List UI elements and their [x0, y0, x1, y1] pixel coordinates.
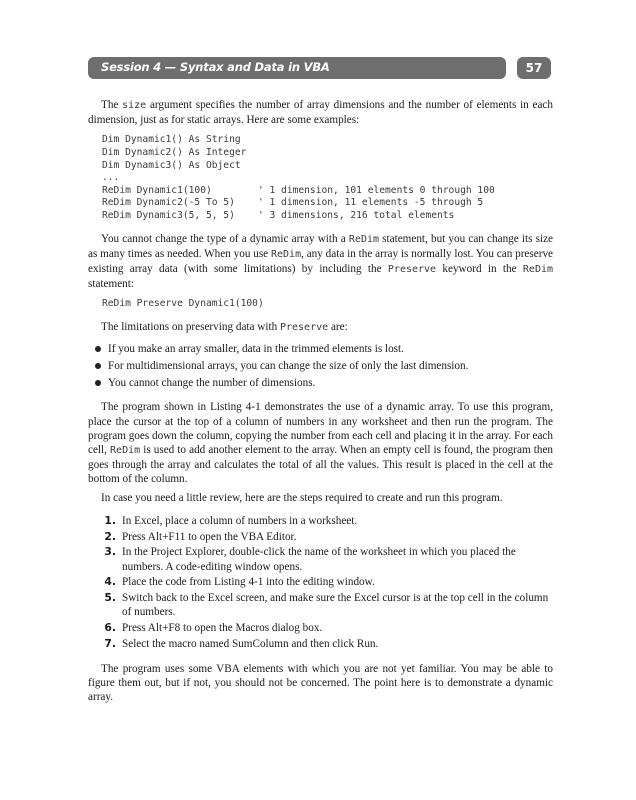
paragraph-redim: You cannot change the type of a dynamic array with a ReDim statement, but you can change its size as many times as needed. When you use ReDim, any data in the array is normally lost. You can preserve existing array data (with some limitations) by including the Preserve keyword in the ReDim statement:	[88, 232, 554, 291]
list-item: If you make an array smaller, data in the trimmed elements is lost.	[88, 342, 553, 357]
paragraph-limitations: The limitations on preserving data with Preserve are:	[101, 320, 348, 333]
list-item: 3. In the Project Explorer, double-click the name of the worksheet in which you placed the numbers. A code-editing window opens.	[104, 545, 516, 573]
list-item: 5. Switch back to the Excel screen, and make sure the Excel cursor is at the top cell in the column of numbers.	[104, 591, 549, 619]
list-item: 7. Select the macro named SumColumn and then click Run.	[104, 637, 379, 651]
header-title: Session 4 — Syntax and Data in VBA	[101, 60, 330, 74]
limitations-list	[88, 342, 553, 391]
paragraph-review: In case you need a little review, here are the steps required to create and run this program.	[101, 491, 503, 504]
page-number: 57	[517, 57, 551, 79]
paragraph-closing: The program uses some VBA elements with which you are not yet familiar. You may be able to figure them out, but if not, you should not be concerned. The point here is to demonstrate a dynamic array.	[88, 662, 553, 704]
list-item: 1. In Excel, place a column of numbers in a worksheet.	[104, 513, 358, 527]
paragraph-size-argument: The size argument specifies the number of array dimensions and the number of elements in each dimension, just as for static arrays. Here are some examples:	[88, 99, 553, 127]
list-item: 6. Press Alt+F8 to open the Macros dialog box.	[104, 621, 323, 635]
steps-list	[88, 514, 553, 651]
list-item: 4. Place the code from Listing 4-1 into the editing window.	[104, 575, 375, 589]
page-body	[88, 98, 553, 704]
list-item: 2. Press Alt+F11 to open the VBA Editor.	[104, 529, 297, 543]
code-example-redim: Dim Dynamic1() As String Dim Dynamic2() As Integer Dim Dynamic3() As Object ... ReDim Dynamic1(100) ' 1 dimension, 101 elements 0 through 100 ReDim Dynamic2(-5 To 5) ' 1 dimension, 11 elements -5 through 5 ReDim Dynamic3(5, 5, 5) ' 3 dimensions, 216 total elements	[102, 134, 495, 221]
list-item: You cannot change the number of dimensions.	[88, 376, 553, 391]
code-example-preserve: ReDim Preserve Dynamic1(100)	[102, 298, 264, 310]
running-header	[88, 57, 506, 79]
list-item: For multidimensional arrays, you can change the size of only the last dimension.	[88, 359, 553, 374]
paragraph-listing: The program shown in Listing 4-1 demonstrates the use of a dynamic array. To use this program, place the cursor at the top of a column of numbers in any worksheet and then run the program. The program goes down the column, copying the number from each cell and placing it in the array. For each cell, ReDim is used to add another element to the array. When an empty cell is found, the program then goes through the array and calculates the total of all the values. This result is placed in the cell at the bottom of the column.	[88, 401, 554, 486]
